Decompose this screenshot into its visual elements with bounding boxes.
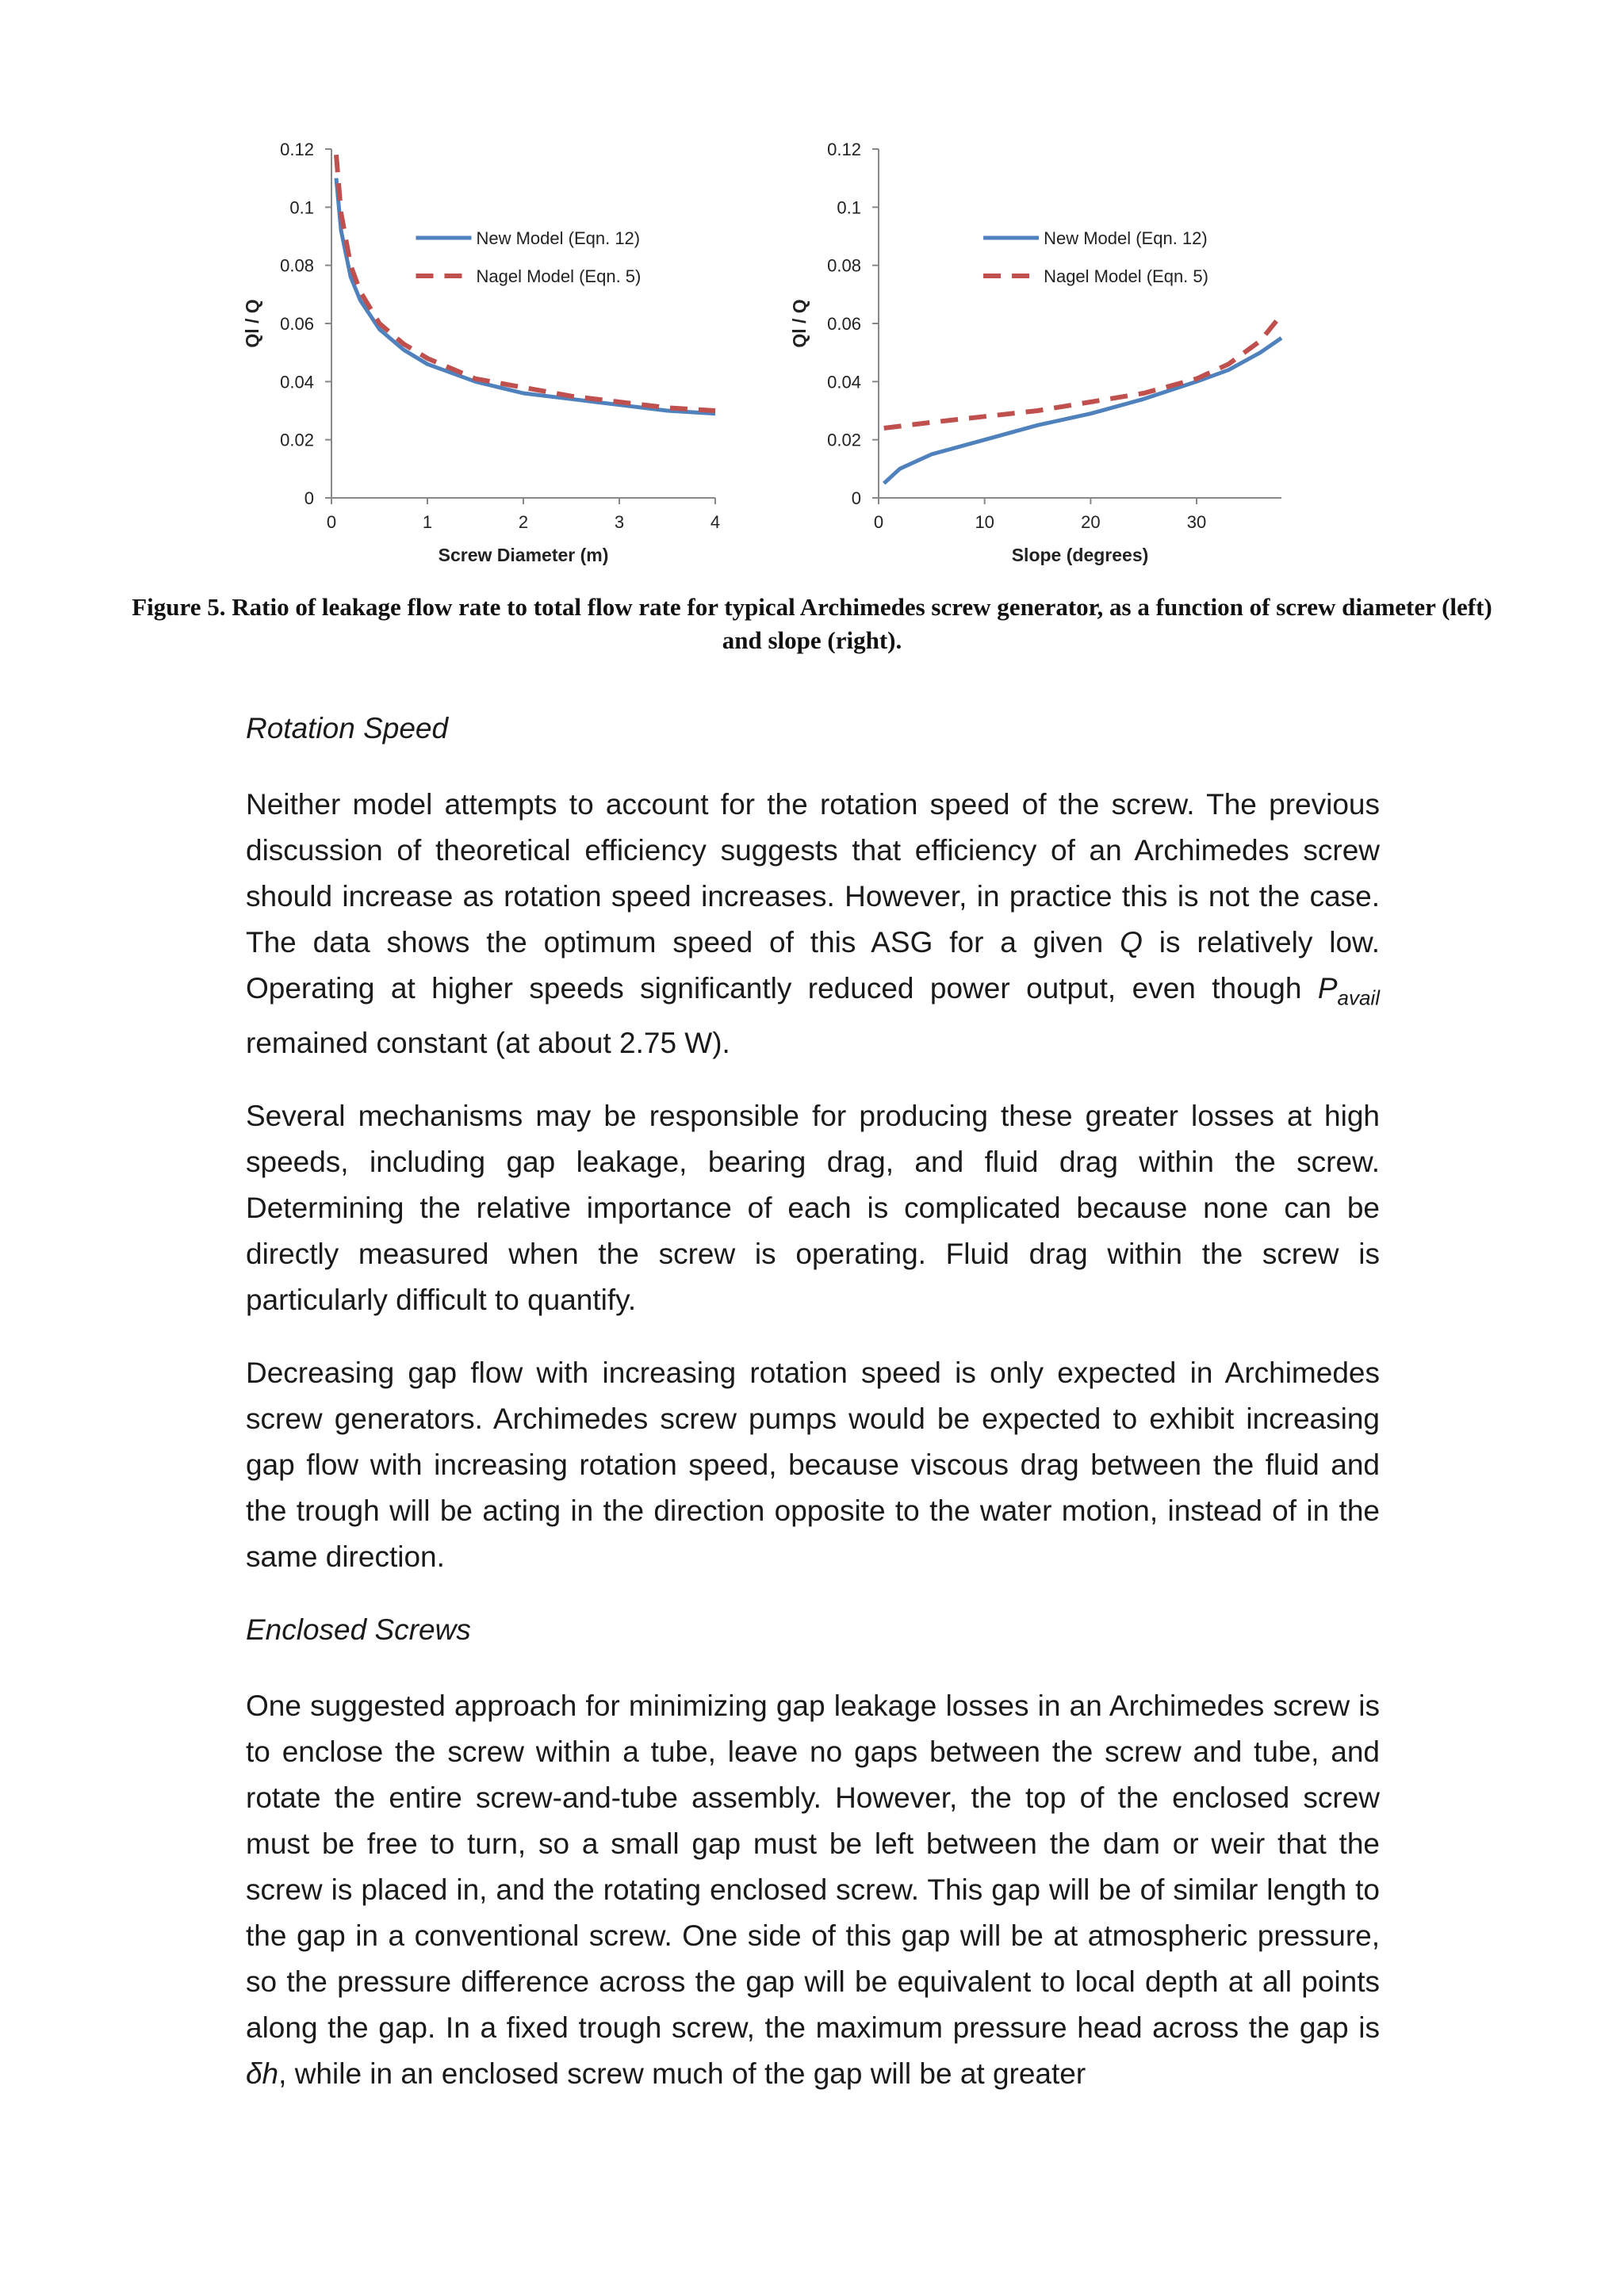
text-span: , while in an enclosed screw much of the gap will be at greater — [278, 2057, 1086, 2091]
y-axis-label: Ql / Q — [242, 299, 262, 348]
x-tick-label: 30 — [1186, 512, 1207, 532]
series-line-new-model — [884, 338, 1281, 483]
y-tick-label: 0.08 — [280, 255, 314, 276]
y-tick-label: 0.1 — [289, 197, 314, 218]
legend-label: Nagel Model (Eqn. 5) — [1044, 266, 1208, 286]
var-sub-avail: avail — [1337, 985, 1380, 1010]
y-tick-label: 0 — [304, 488, 314, 508]
text-span: is relatively low. Operating at higher speeds significantly reduced power output, even though — [246, 926, 1380, 1004]
text-span: Neither model attempts to account for the rotation speed of the screw. The previous discussion of theoretical efficiency suggests that efficiency of an Archimedes screw should increase as rotation speed increases. However, in practice this is not the case. The data shows the optimum speed of this ASG for a given — [246, 788, 1380, 959]
y-tick-label: 0.1 — [837, 197, 861, 218]
paragraph-rotation-2: Several mechanisms may be responsible for producing these greater losses at high speeds, including gap leakage, bearing drag, and fluid drag within the screw. Determining the relative importance of each is complicated because none can be directly measured when the screw is operating. Fluid drag within the screw is particularly difficult to quantify. — [246, 1100, 1380, 1317]
var-p-avail — [1317, 972, 1380, 1010]
paragraph-enclosed-1 — [246, 1683, 1380, 2097]
x-tick-label: 10 — [975, 512, 994, 532]
chart-left-diameter — [242, 140, 720, 565]
x-tick-label: 1 — [422, 512, 433, 532]
paragraph-rotation-1 — [246, 782, 1380, 1066]
charts-svg — [238, 127, 1308, 579]
x-tick-label: 0 — [873, 512, 884, 532]
heading-enclosed-screws: Enclosed Screws — [246, 1613, 471, 1647]
x-tick-label: 0 — [326, 512, 337, 532]
y-tick-label: 0.12 — [280, 140, 314, 159]
y-tick-label: 0.12 — [827, 140, 861, 159]
x-axis-label: Slope (degrees) — [1011, 545, 1149, 565]
figure-caption: Figure 5. Ratio of leakage flow rate to total flow rate for typical Archimedes screw generator, as a function of screw diameter (left) and slope (right). — [132, 593, 1492, 654]
x-tick-label: 3 — [614, 512, 625, 532]
x-tick-label: 2 — [518, 512, 529, 532]
text-span: remained constant (at about 2.75 W). — [246, 1027, 730, 1060]
y-tick-label: 0.08 — [827, 255, 861, 276]
legend-label: New Model (Eqn. 12) — [1044, 228, 1208, 248]
y-tick-label: 0 — [851, 488, 861, 508]
x-axis-label: Screw Diameter (m) — [438, 545, 609, 565]
series-line-new-model — [336, 178, 715, 414]
y-axis-label: Ql / Q — [789, 299, 810, 348]
x-tick-label: 4 — [710, 512, 721, 532]
heading-rotation-speed: Rotation Speed — [246, 712, 449, 744]
legend-label: Nagel Model (Eqn. 5) — [476, 266, 642, 286]
x-tick-label: 20 — [1081, 512, 1101, 532]
y-tick-label: 0.06 — [827, 314, 861, 334]
figure-5-charts — [238, 127, 1308, 579]
paragraph-rotation-3: Decreasing gap flow with increasing rotation speed is only expected in Archimedes screw generators. Archimedes screw pumps would be expected to exhibit increasing gap flow with increasing rotation speed, because viscous drag between the fluid and the trough will be acting in the direction opposite to the water motion, instead of in the same direction. — [246, 1357, 1380, 1574]
legend-label: New Model (Eqn. 12) — [476, 228, 641, 248]
y-tick-label: 0.04 — [827, 372, 861, 392]
y-tick-label: 0.02 — [280, 430, 314, 450]
y-tick-label: 0.06 — [280, 314, 314, 334]
y-tick-label: 0.04 — [280, 372, 314, 392]
chart-right-slope — [789, 140, 1281, 565]
var-delta-h: δh — [246, 2057, 279, 2091]
var-q: Q — [1120, 926, 1143, 959]
text-span: One suggested approach for minimizing gap leakage losses in an Archimedes screw is to enclose the screw within a tube, leave no gaps between the screw and tube, and rotate the entire screw-and-tube assembly. However, the top of the enclosed screw must be free to turn, so a small gap must be left between the dam or weir that the screw is placed in, and the rotating enclosed screw. This gap will be of similar length to the gap in a conventional screw. One side of this gap will be at atmospheric pressure, so the pressure difference across the gap will be equivalent to local depth at all points along the gap. In a fixed trough screw, the maximum pressure head across the gap is — [246, 1689, 1380, 2045]
body-text — [246, 706, 1380, 2124]
var-p: P — [1317, 972, 1338, 1004]
y-tick-label: 0.02 — [827, 430, 861, 450]
